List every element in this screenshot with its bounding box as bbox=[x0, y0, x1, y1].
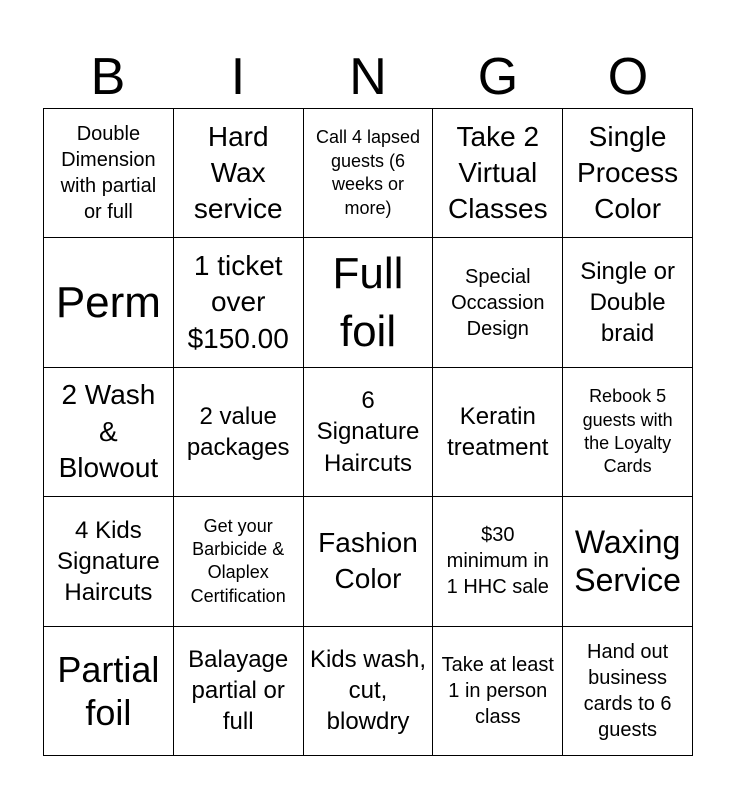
cell-text: Single Process Color bbox=[577, 120, 679, 225]
cell-text: $30 minimum in 1 HHC sale bbox=[446, 524, 549, 599]
cell-text: 6 Signature Haircuts bbox=[316, 387, 420, 477]
cell-text: 1 ticket over $150.00 bbox=[187, 250, 289, 354]
cell-text: Waxing Service bbox=[574, 524, 681, 599]
cell-text: Single or Double braid bbox=[580, 257, 675, 348]
bingo-cell[interactable] bbox=[44, 497, 174, 626]
bingo-cell[interactable] bbox=[174, 109, 304, 238]
bingo-cell[interactable] bbox=[563, 497, 693, 626]
bingo-grid bbox=[43, 108, 693, 756]
cell-text: Keratin treatment bbox=[447, 402, 549, 461]
cell-text: Partial foil bbox=[57, 648, 160, 733]
cell-text: Hand out business cards to 6 guests bbox=[583, 640, 672, 741]
bingo-cell[interactable] bbox=[563, 627, 693, 756]
bingo-cell[interactable] bbox=[433, 238, 563, 367]
cell-text: Perm bbox=[55, 278, 161, 327]
bingo-cell[interactable] bbox=[174, 238, 304, 367]
header-letter-o: O bbox=[607, 48, 649, 106]
bingo-header bbox=[43, 40, 693, 108]
header-letter-b: B bbox=[90, 48, 126, 106]
header-letter-i: I bbox=[230, 48, 246, 106]
bingo-cell[interactable] bbox=[44, 238, 174, 367]
bingo-cell[interactable] bbox=[174, 497, 304, 626]
cell-text: Take 2 Virtual Classes bbox=[447, 120, 548, 225]
cell-text: Take at least 1 in person class bbox=[441, 653, 554, 728]
cell-text: Hard Wax service bbox=[193, 120, 283, 225]
cell-text: 2 value packages bbox=[186, 402, 290, 461]
bingo-cell[interactable] bbox=[433, 109, 563, 238]
bingo-cell[interactable] bbox=[304, 238, 434, 367]
cell-text: Special Occassion Design bbox=[451, 265, 545, 340]
cell-text: 4 Kids Signature Haircuts bbox=[57, 516, 160, 606]
bingo-cell[interactable] bbox=[44, 627, 174, 756]
bingo-cell[interactable] bbox=[174, 627, 304, 756]
bingo-cell[interactable] bbox=[563, 238, 693, 367]
bingo-cell[interactable] bbox=[433, 627, 563, 756]
cell-text: Balayage partial or full bbox=[188, 646, 289, 736]
bingo-cell[interactable] bbox=[304, 368, 434, 497]
bingo-cell[interactable] bbox=[433, 368, 563, 497]
cell-text: 2 Wash & Blowout bbox=[58, 379, 159, 484]
cell-text: Full foil bbox=[332, 249, 404, 356]
cell-text: Fashion Color bbox=[318, 527, 418, 595]
bingo-cell[interactable] bbox=[563, 368, 693, 497]
cell-text: Rebook 5 guests with the Loyalty Cards bbox=[582, 386, 673, 477]
cell-text: Kids wash, cut, blowdry bbox=[309, 646, 427, 736]
bingo-cell[interactable] bbox=[304, 627, 434, 756]
bingo-cell[interactable] bbox=[304, 109, 434, 238]
bingo-cell[interactable] bbox=[44, 368, 174, 497]
bingo-cell[interactable] bbox=[563, 109, 693, 238]
header-letter-n: N bbox=[349, 48, 387, 106]
bingo-cell[interactable] bbox=[433, 497, 563, 626]
bingo-cell[interactable] bbox=[174, 368, 304, 497]
cell-text: Get your Barbicide & Olaplex Certification bbox=[190, 515, 286, 606]
cell-text: Call 4 lapsed guests (6 weeks or more) bbox=[315, 127, 421, 218]
bingo-cell[interactable] bbox=[44, 109, 174, 238]
cell-text: Double Dimension with partial or full bbox=[60, 123, 157, 224]
header-letter-g: G bbox=[477, 48, 519, 106]
bingo-cell[interactable] bbox=[304, 497, 434, 626]
